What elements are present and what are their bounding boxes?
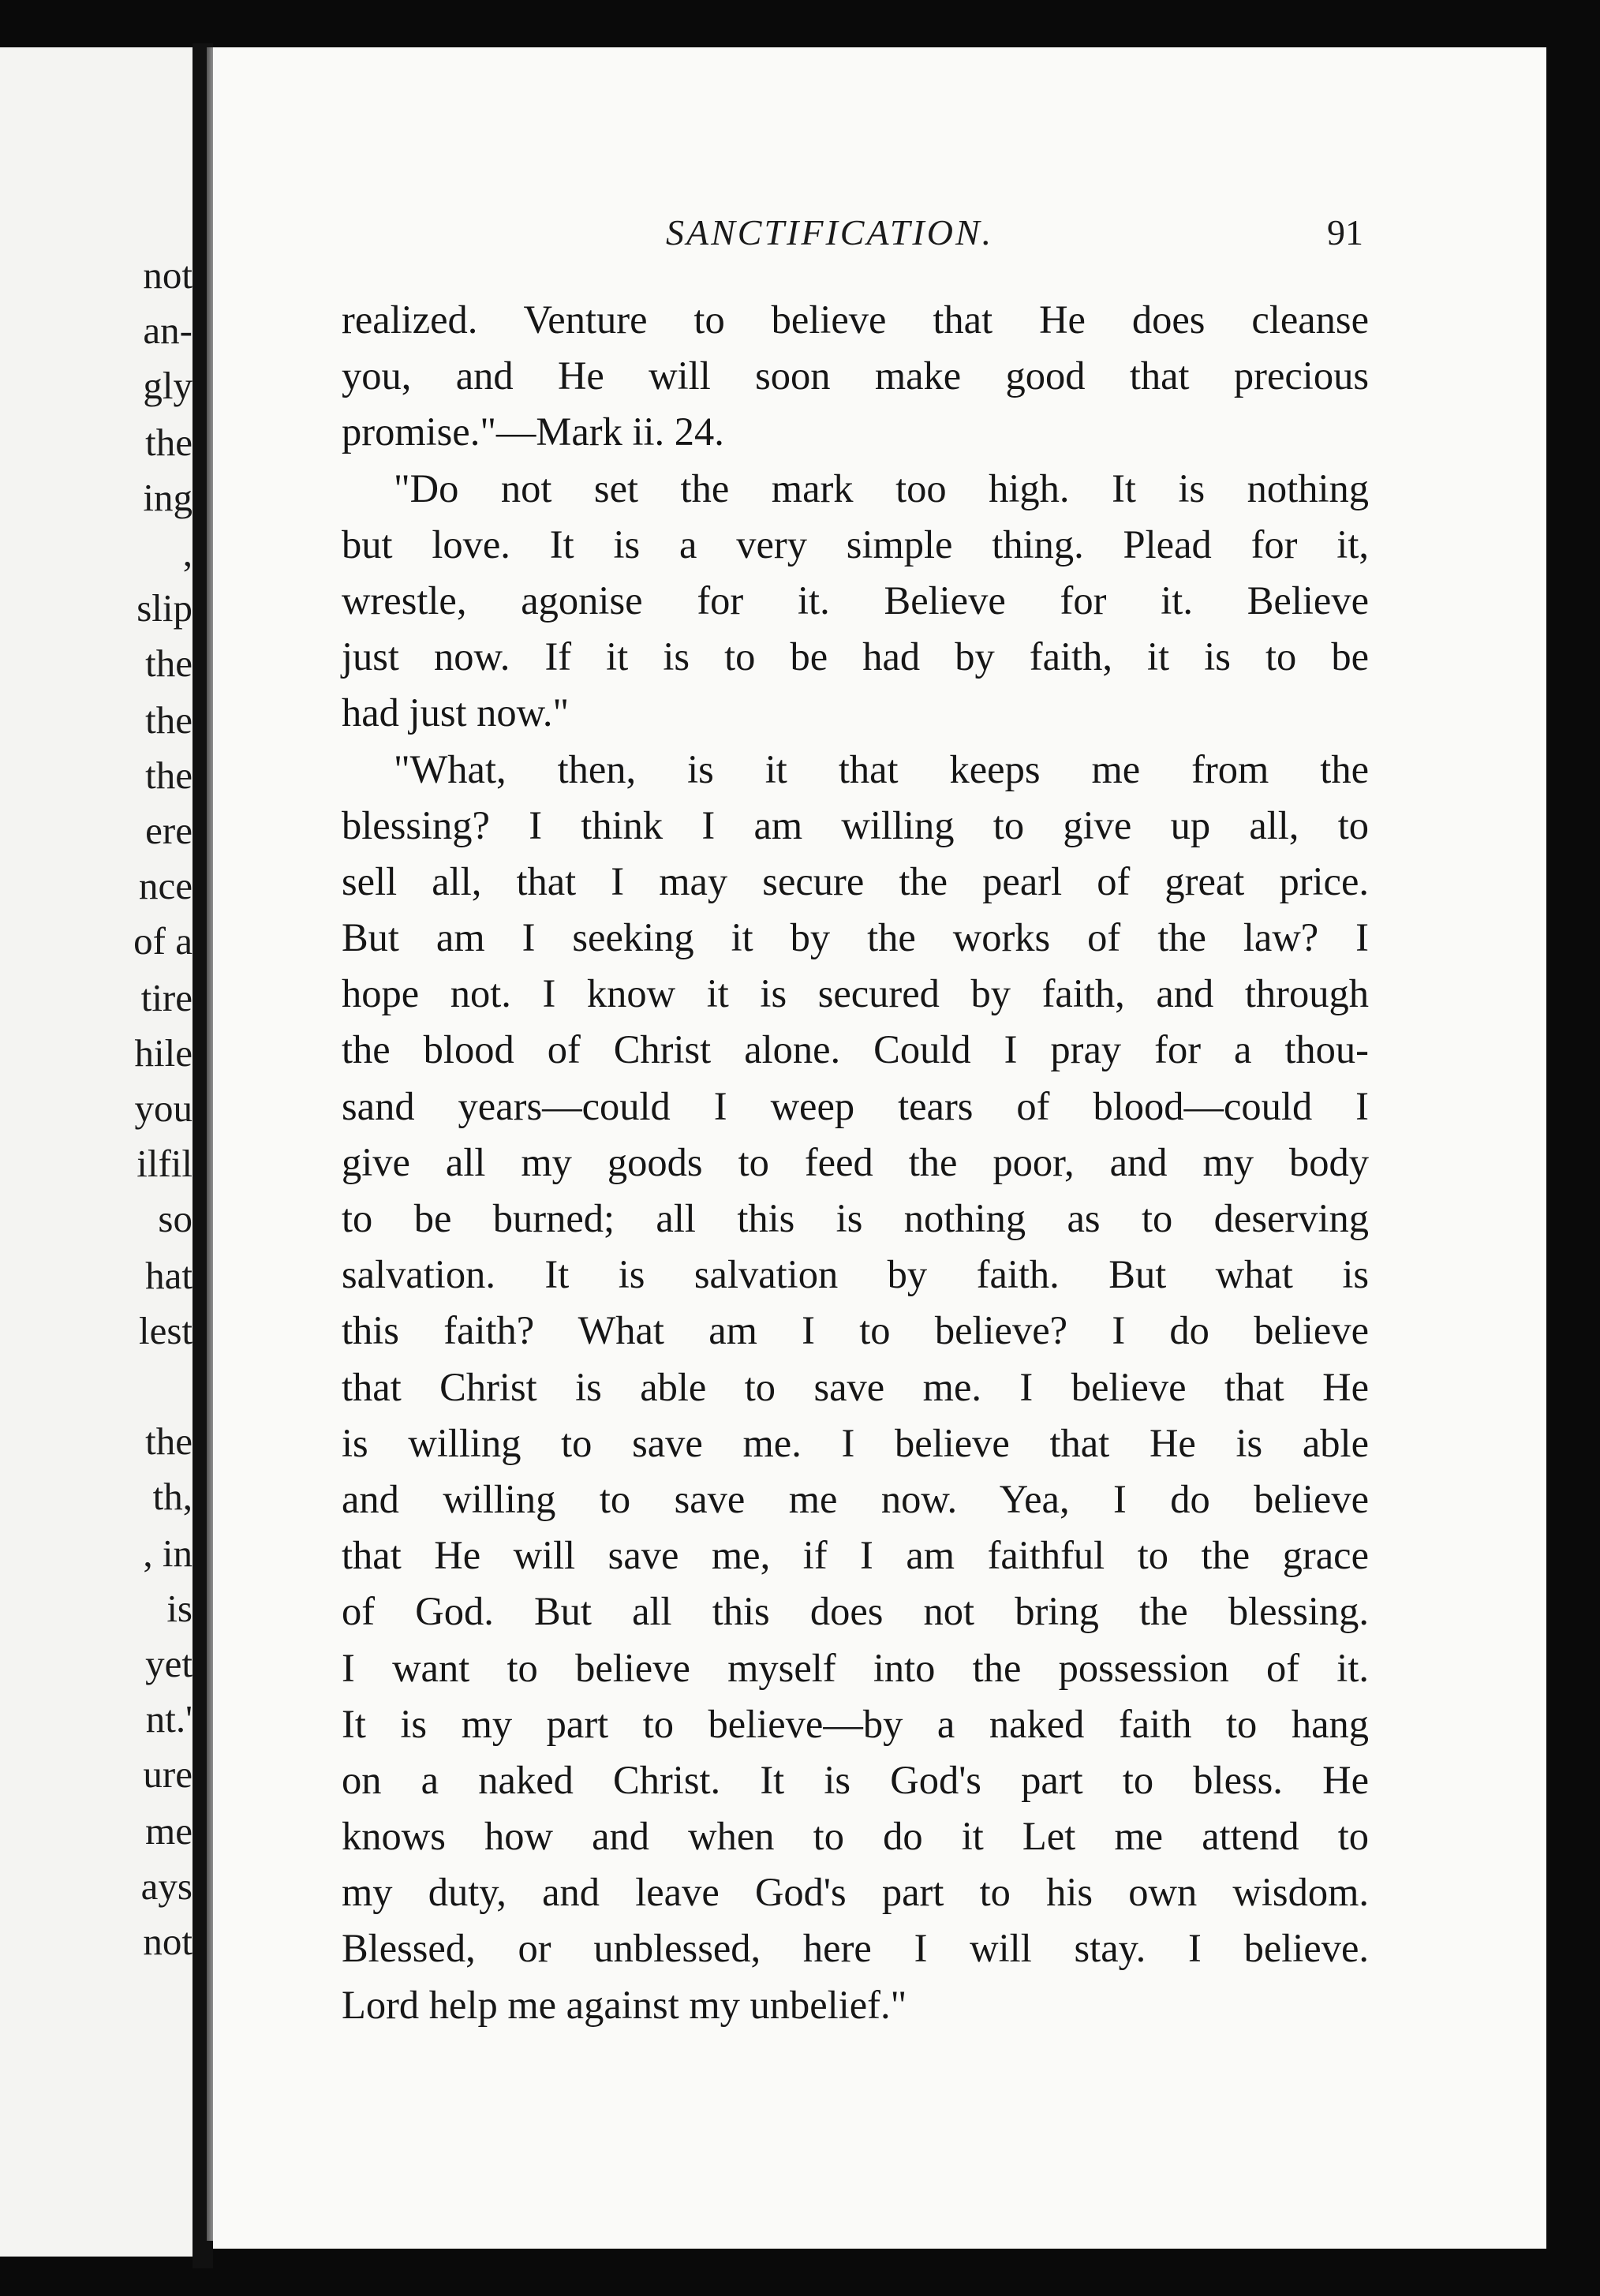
text-line: but love. It is a very simple thing. Plead for it, bbox=[342, 522, 1369, 567]
facing-page-line-fragment: not bbox=[143, 1920, 193, 1963]
text-line: salvation. It is salvation by faith. But what is bbox=[342, 1252, 1369, 1297]
text-line: blessing? I think I am willing to give up all, to bbox=[342, 802, 1369, 847]
page-number: 91 bbox=[1327, 212, 1363, 252]
facing-page-line-fragment: nt.' bbox=[145, 1697, 193, 1741]
facing-page-line-fragment: not bbox=[143, 253, 193, 297]
facing-page-line-fragment: hile bbox=[134, 1031, 193, 1075]
facing-page-line-fragment: ure bbox=[143, 1752, 193, 1796]
facing-page-line-fragment: me bbox=[145, 1809, 193, 1853]
facing-page-line-fragment: ere bbox=[145, 809, 193, 852]
facing-page-line-fragment: so bbox=[158, 1197, 193, 1240]
text-line: on a naked Christ. It is God's part to bless. He bbox=[342, 1757, 1369, 1802]
book-page bbox=[213, 47, 1546, 2249]
facing-page-line-fragment: the bbox=[145, 753, 193, 797]
text-line: give all my goods to feed the poor, and my body bbox=[342, 1139, 1369, 1184]
text-line: had just now." bbox=[342, 690, 570, 735]
text-line: But am I seeking it by the works of the law? I bbox=[342, 915, 1369, 960]
text-line: hope not. I know it is secured by faith, and through bbox=[342, 971, 1369, 1016]
facing-page-line-fragment: ays bbox=[140, 1864, 193, 1908]
text-line: sell all, that I may secure the pearl of great price. bbox=[342, 858, 1369, 903]
facing-page-line-fragment: yet bbox=[145, 1642, 193, 1685]
facing-page-line-fragment: ing bbox=[143, 476, 193, 519]
facing-page-line-fragment: the bbox=[145, 421, 193, 464]
facing-page-line-fragment: hat bbox=[145, 1254, 193, 1297]
text-line: knows how and when to do it Let me attend to bbox=[342, 1814, 1369, 1859]
text-line: of God. But all this does not bring the blessing. bbox=[342, 1589, 1369, 1634]
text-line: is willing to save me. I believe that He is able bbox=[342, 1420, 1369, 1465]
text-line: realized. Venture to believe that He does cleanse bbox=[342, 297, 1369, 342]
facing-page-line-fragment: is bbox=[166, 1587, 193, 1630]
facing-page-line-fragment: th, bbox=[152, 1475, 193, 1518]
text-line: the blood of Christ alone. Could I pray for a thou- bbox=[342, 1027, 1369, 1072]
text-line: my duty, and leave God's part to his own wisdom. bbox=[342, 1870, 1369, 1915]
text-line: that Christ is able to save me. I believe that He bbox=[342, 1364, 1369, 1409]
facing-page-line-fragment: lest bbox=[138, 1309, 193, 1352]
text-line: sand years—could I weep tears of blood—could I bbox=[342, 1083, 1369, 1128]
text-line: and willing to save me now. Yea, I do believe bbox=[342, 1476, 1369, 1521]
facing-page-line-fragment: the bbox=[145, 641, 193, 685]
text-line: you, and He will soon make good that precious bbox=[342, 353, 1369, 398]
facing-page-line-fragment: you bbox=[134, 1086, 193, 1130]
text-line: to be burned; all this is nothing as to deserving bbox=[342, 1196, 1369, 1240]
running-head bbox=[213, 211, 1546, 259]
facing-page-line-fragment: , in bbox=[143, 1531, 193, 1575]
facing-page-line-fragment: slip bbox=[136, 586, 193, 630]
facing-page-line-fragment: nce bbox=[139, 864, 193, 907]
running-title: SANCTIFICATION. bbox=[666, 212, 994, 252]
text-line: Lord help me against my unbelief." bbox=[342, 1982, 907, 2027]
facing-page-line-fragment: the bbox=[145, 1419, 193, 1463]
text-line: "Do not set the mark too high. It is nothing bbox=[394, 466, 1369, 510]
text-line: promise."—Mark ii. 24. bbox=[342, 409, 724, 454]
text-line: that He will save me, if I am faithful to the grace bbox=[342, 1533, 1369, 1578]
text-line: "What, then, is it that keeps me from the bbox=[394, 746, 1369, 791]
body-text bbox=[342, 292, 1369, 2033]
text-line: I want to believe myself into the possession of it. bbox=[342, 1645, 1369, 1690]
facing-page-line-fragment: , bbox=[182, 531, 193, 574]
text-line: Blessed, or unblessed, here I will stay. I believe. bbox=[342, 1926, 1369, 1971]
facing-page-line-fragment: gly bbox=[143, 364, 193, 407]
facing-page-line-fragment: ilfil bbox=[136, 1142, 193, 1185]
facing-page-line-fragment: tire bbox=[140, 976, 193, 1019]
facing-page-line-fragment: an- bbox=[143, 309, 193, 352]
text-line: It is my part to believe—by a naked faith to hang bbox=[342, 1701, 1369, 1746]
facing-page-line-fragment: the bbox=[145, 698, 193, 742]
text-line: just now. If it is to be had by faith, it is to be bbox=[342, 634, 1369, 679]
facing-page-line-fragment: of a bbox=[133, 919, 193, 963]
text-line: this faith? What am I to believe? I do believe bbox=[342, 1308, 1369, 1353]
text-line: wrestle, agonise for it. Believe for it. Believe bbox=[342, 578, 1369, 623]
facing-page-fragment bbox=[0, 47, 193, 2257]
